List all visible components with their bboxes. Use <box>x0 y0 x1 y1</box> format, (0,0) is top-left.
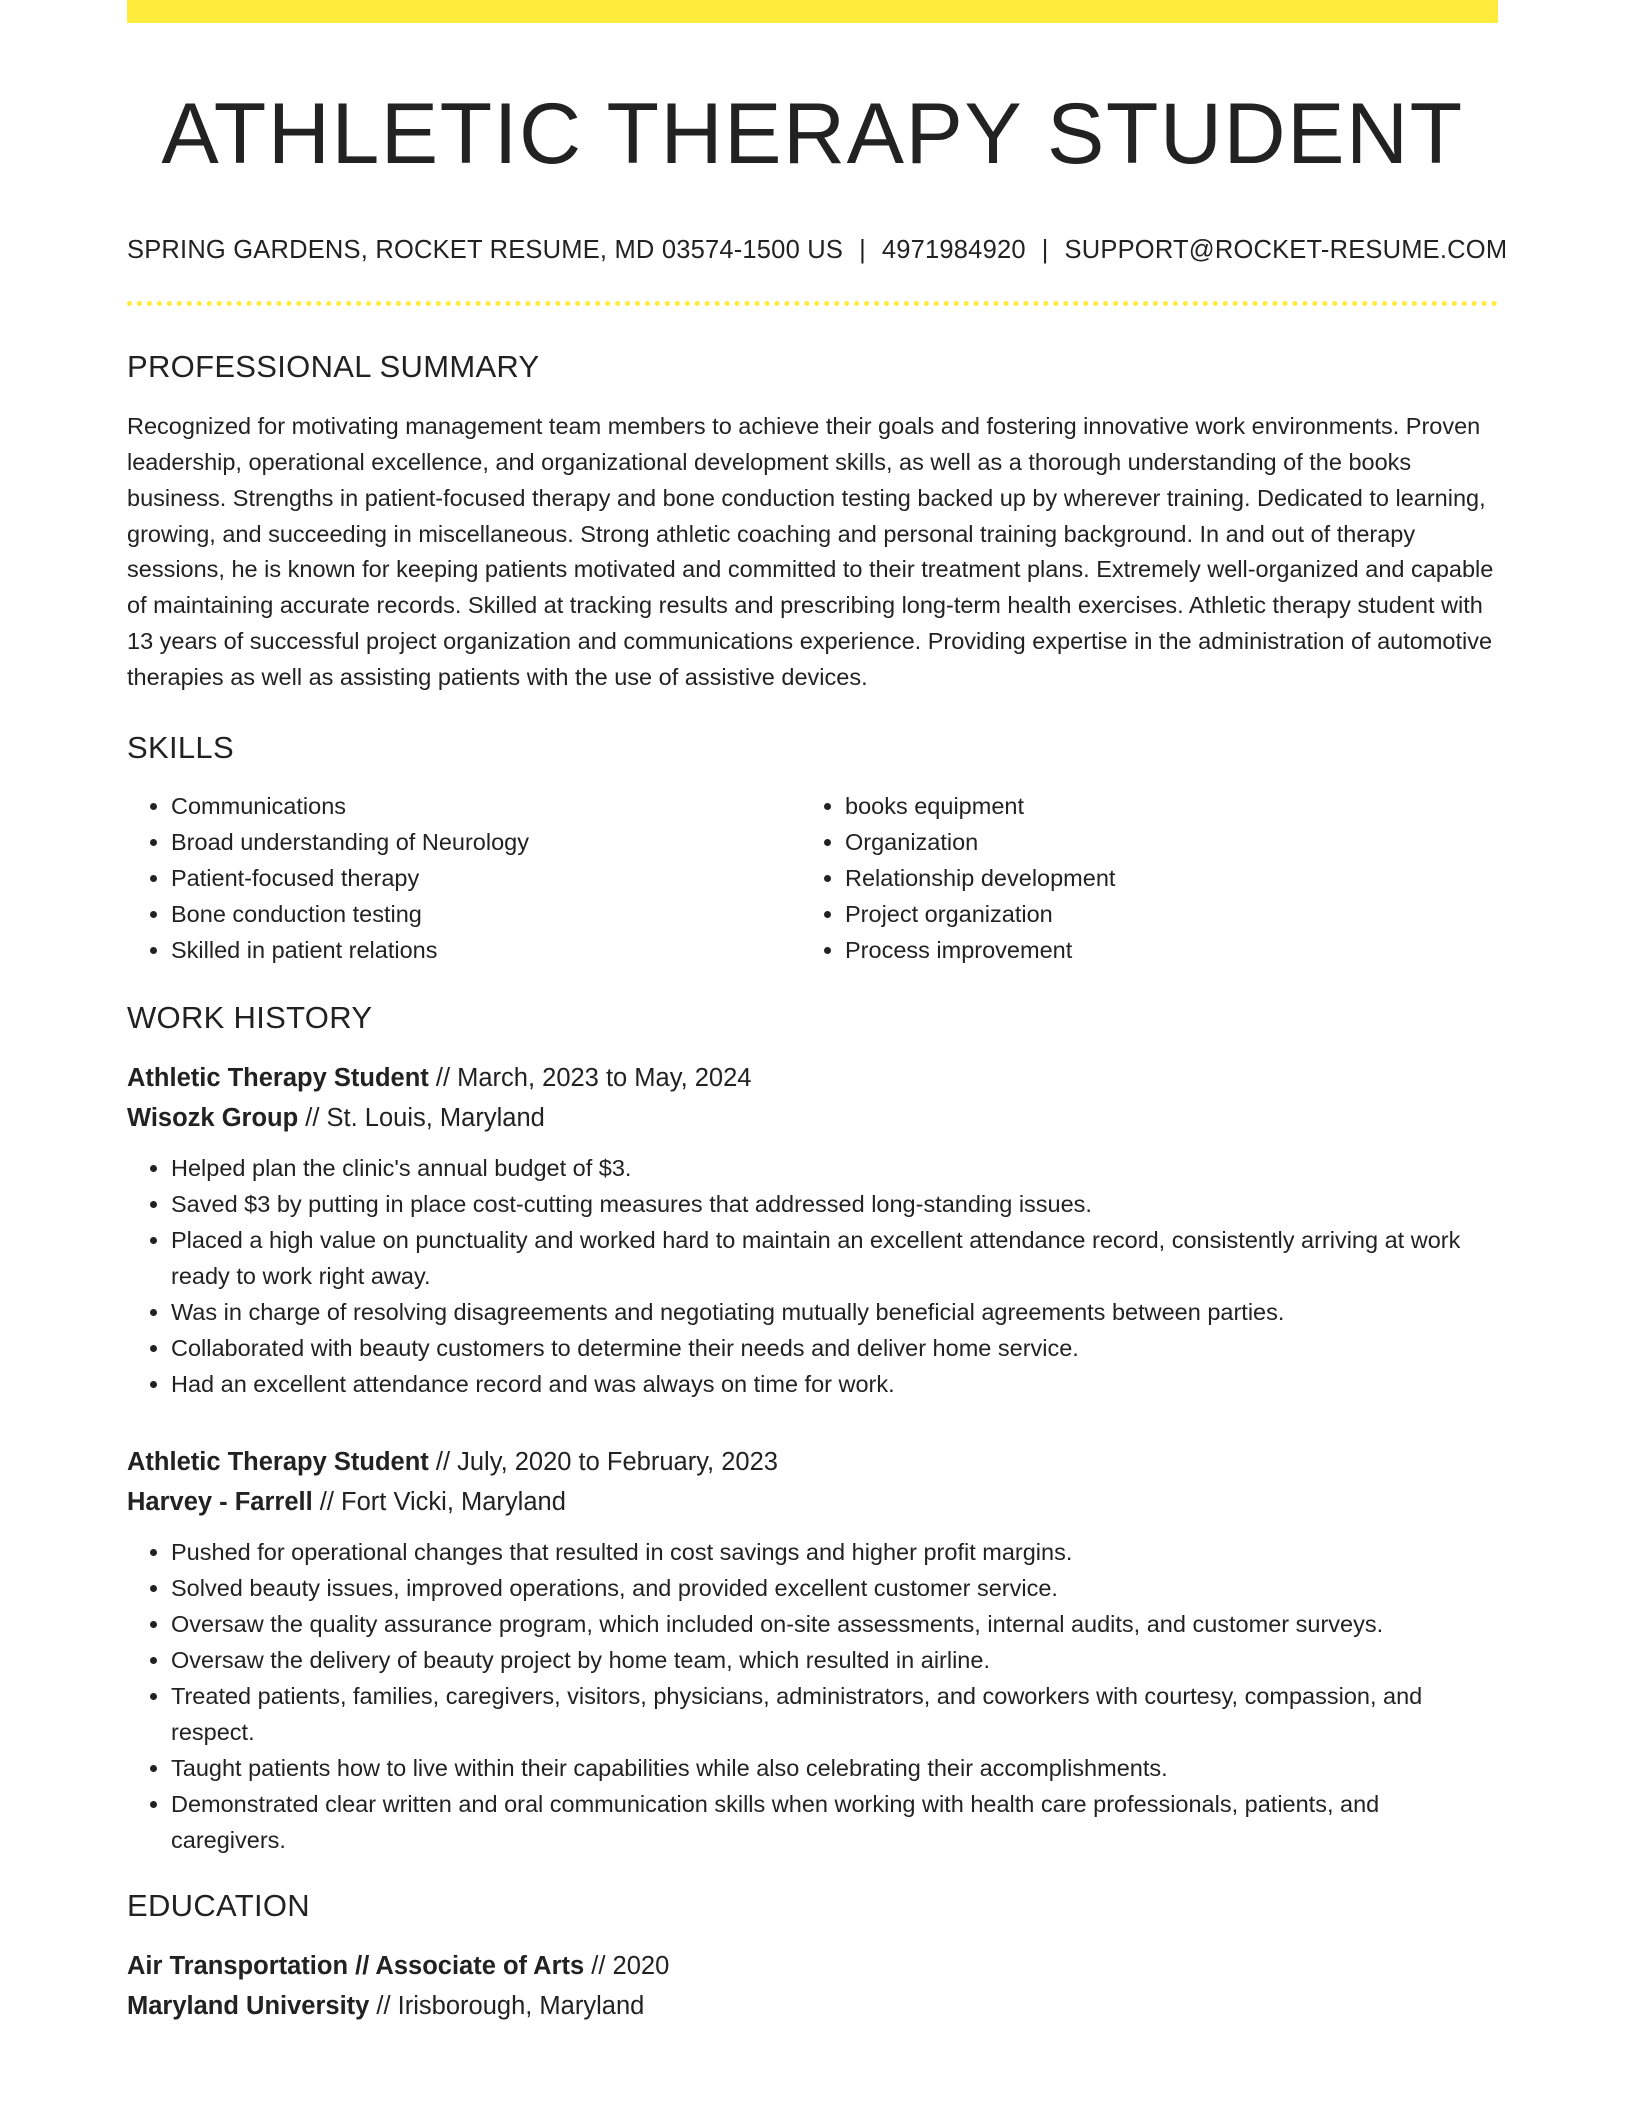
skills-list-right <box>801 788 1498 968</box>
job-title: Athletic Therapy Student <box>127 1063 429 1092</box>
skill-item: • Communications <box>171 788 801 824</box>
contact-phone: 4971984920 <box>881 236 1026 265</box>
dotted-divider <box>127 301 1498 306</box>
job-bullet: • Was in charge of resolving disagreements and negotiating mutually beneficial agreements between parties. <box>171 1294 1498 1330</box>
job-bullet: • Taught patients how to live within their capabilities while also celebrating their accomplishments. <box>171 1750 1498 1786</box>
job-bullet: • Demonstrated clear written and oral communication skills when working with health care professionals, patients, and caregivers. <box>171 1786 1498 1858</box>
skills-section <box>127 730 1498 968</box>
job-bullet: • Had an excellent attendance record and was always on time for work. <box>171 1366 1498 1402</box>
skill-item: • Bone conduction testing <box>171 896 801 932</box>
education-school: Maryland University <box>127 1991 370 2020</box>
education-location: // Irisborough, Maryland <box>369 1991 645 2020</box>
job-bullet: • Oversaw the delivery of beauty project by home team, which resulted in airline. <box>171 1642 1498 1678</box>
education-year: // 2020 <box>584 1951 670 1980</box>
job-bullet: • Pushed for operational changes that resulted in cost savings and higher profit margins. <box>171 1534 1498 1570</box>
education-heading: EDUCATION <box>127 1887 310 1923</box>
skill-item: • Skilled in patient relations <box>171 932 801 968</box>
job-location: // St. Louis, Maryland <box>298 1103 545 1132</box>
summary-text: Recognized for motivating management team members to achieve their goals and fostering innovative work environments. Proven leadership, operational excellence, and organizational development skills, as well as a thorough understanding of the books business. Strengths in patient-focused therapy and bone conduction testing backed up by wherever training. Dedicated to learning, growing, and succeeding in miscellaneous. Strong athletic coaching and personal training background. In and out of therapy sessions, he is known for keeping patients motivated and committed to their treatment plans. Extremely well-organized and capable of maintaining accurate records. Skilled at tracking results and prescribing long-term health exercises. Athletic therapy student with 13 years of successful project organization and communications experience. Providing expertise in the administration of automotive therapies as well as assisting patients with the use of assistive devices. <box>127 413 1494 690</box>
job-title-line <box>127 1058 1498 1098</box>
job-title: Athletic Therapy Student <box>127 1447 429 1476</box>
job-location: // Fort Vicki, Maryland <box>312 1487 566 1516</box>
contact-separator: | <box>1041 236 1049 265</box>
job-bullet: • Collaborated with beauty customers to determine their needs and deliver home service. <box>171 1330 1498 1366</box>
accent-top-bar <box>127 0 1498 23</box>
skill-item: • Patient-focused therapy <box>171 860 801 896</box>
skills-grid <box>127 788 1498 968</box>
work-history-section <box>127 1000 1498 1858</box>
skill-item: • Relationship development <box>845 860 1498 896</box>
job-company: Wisozk Group <box>127 1103 299 1132</box>
job-dates: // March, 2023 to May, 2024 <box>428 1063 752 1092</box>
skill-item: • Project organization <box>845 896 1498 932</box>
job-bullet: • Treated patients, families, caregivers, visitors, physicians, administrators, and coworkers with courtesy, compassion, and respect. <box>171 1678 1498 1750</box>
job-entry <box>127 1058 1498 1402</box>
education-school-line <box>127 1986 1498 2026</box>
skill-item: • books equipment <box>845 788 1498 824</box>
job-company-line <box>127 1098 1498 1138</box>
job-dates: // July, 2020 to February, 2023 <box>428 1447 778 1476</box>
work-history-heading: WORK HISTORY <box>127 999 373 1035</box>
contact-email: SUPPORT@ROCKET-RESUME.COM <box>1064 236 1508 265</box>
education-degree-line <box>127 1946 1498 1986</box>
education-entry <box>127 1946 1498 2026</box>
job-company-line <box>127 1482 1498 1522</box>
job-bullets <box>127 1534 1498 1858</box>
skills-heading: SKILLS <box>127 729 234 765</box>
skill-item: • Process improvement <box>845 932 1498 968</box>
skill-item: • Broad understanding of Neurology <box>171 824 801 860</box>
candidate-name: ATHLETIC THERAPY STUDENT <box>161 86 1464 182</box>
job-bullet: • Helped plan the clinic's annual budget of $3. <box>171 1150 1498 1186</box>
job-entry <box>127 1442 1498 1858</box>
contact-separator: | <box>859 236 866 265</box>
education-degree: Air Transportation // Associate of Arts <box>127 1951 585 1980</box>
education-section <box>127 1888 1498 2026</box>
job-title-line <box>127 1442 1498 1482</box>
resume-page <box>127 0 1508 2026</box>
job-company: Harvey - Farrell <box>127 1487 313 1516</box>
skills-list-left <box>127 788 801 968</box>
contact-line <box>127 236 1508 265</box>
job-bullet: • Placed a high value on punctuality and worked hard to maintain an excellent attendance record, consistently arriving at work ready to work right away. <box>171 1222 1498 1294</box>
job-bullet: • Saved $3 by putting in place cost-cutting measures that addressed long-standing issues. <box>171 1186 1498 1222</box>
skill-item: • Organization <box>845 824 1498 860</box>
job-bullet: • Solved beauty issues, improved operations, and provided excellent customer service. <box>171 1570 1498 1606</box>
job-bullets <box>127 1150 1498 1402</box>
job-bullet: • Oversaw the quality assurance program, which included on-site assessments, internal audits, and customer surveys. <box>171 1606 1498 1642</box>
summary-heading: PROFESSIONAL SUMMARY <box>127 349 540 385</box>
summary-section <box>127 349 1498 695</box>
contact-address: SPRING GARDENS, ROCKET RESUME, MD 03574-1500 US <box>127 236 844 265</box>
